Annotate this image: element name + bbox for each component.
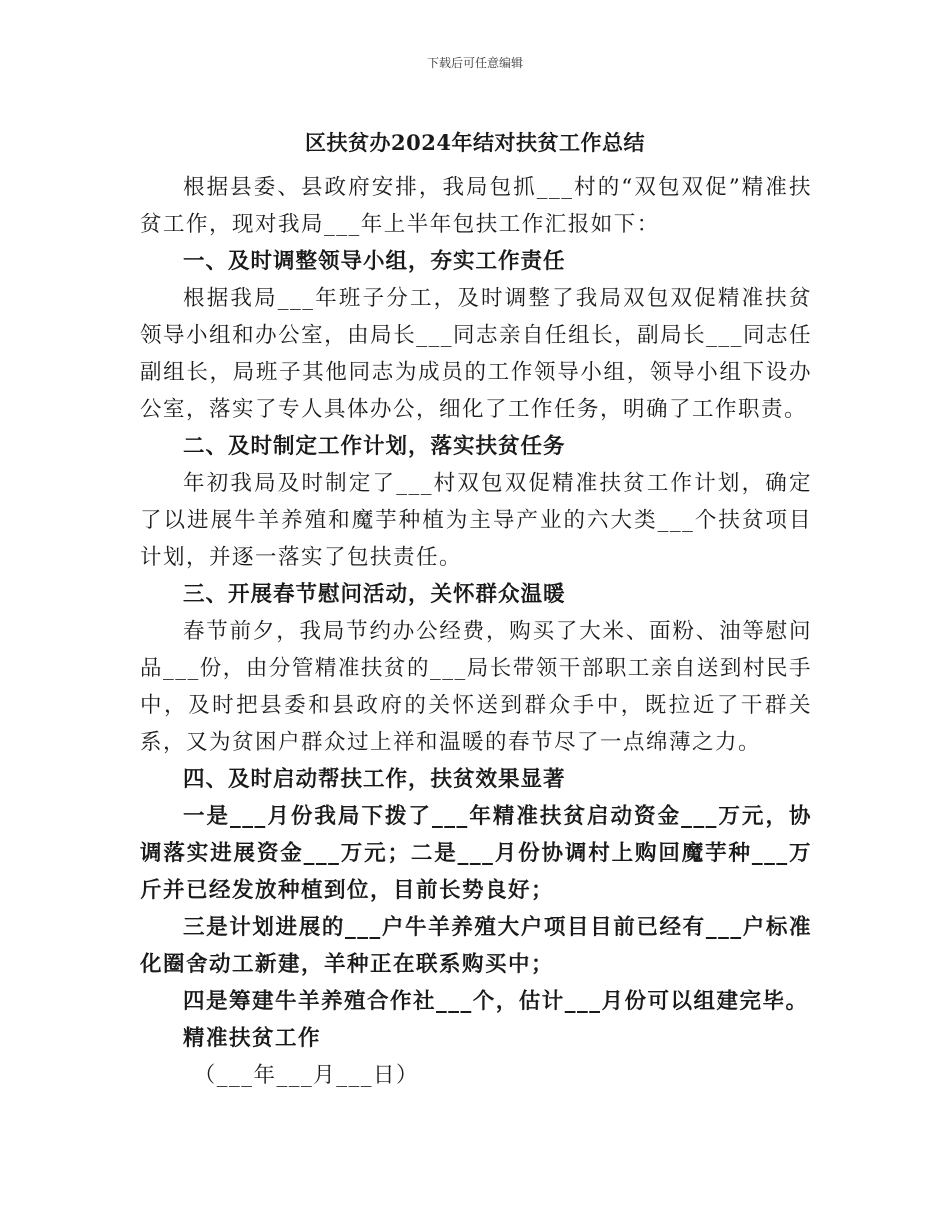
header-note: 下载后可任意编辑 [426,56,523,70]
section-heading-4: 四、及时启动帮扶工作，扶贫效果显著 [183,767,566,792]
section-heading-2: 二、及时制定工作计划，落实扶贫任务 [183,434,566,459]
section-paragraph-3: 春节前夕，我局节约办公经费，购买了大米、面粉、油等慰问品___份，由分管精准扶贫的___局长带领干部职工亲自送到村民手中，及时把县委和县政府的关怀送到群众手中，既拉近了干群关系，又为贫困户群众过上祥和温暖的春节尽了一点绵薄之力。 [140,619,812,755]
section-paragraph-1: 根据我局___年班子分工，及时调整了我局双包双促精准扶贫领导小组和办公室，由局长___同志亲自任组长，副局长___同志任副组长，局班子其他同志为成员的工作领导小组，领导小组下设办公室，落实了专人具体办公，细化了工作任务，明确了工作职责。 [140,286,812,422]
date-line: （___年___月___日） [193,1063,420,1088]
section-paragraph-4c: 四是筹建牛羊养殖合作社___个，估计___月份可以组建完毕。 [183,989,809,1014]
section-heading-3: 三、开展春节慰问活动，关怀群众温暖 [183,582,566,607]
section-paragraph-2: 年初我局及时制定了___村双包双促精准扶贫工作计划，确定了以进展牛羊养殖和魔芋种植为主导产业的六大类___个扶贫项目计划，并逐一落实了包扶责任。 [140,471,812,570]
signature-line: 精准扶贫工作 [183,1026,322,1051]
section-paragraph-4b: 三是计划进展的___户牛羊养殖大户项目目前已经有___户标准化圈舍动工新建，羊种正在联系购买中； [140,915,812,977]
document-title: 区扶贫办2024年结对扶贫工作总结 [305,130,645,155]
document-body [140,169,812,1094]
intro-paragraph: 根据县委、县政府安排，我局包抓___村的“双包双促”精准扶贫工作，现对我局___年上半年包扶工作汇报如下： [140,175,812,237]
section-heading-1: 一、及时调整领导小组，夯实工作责任 [183,249,566,274]
section-paragraph-4a: 一是___月份我局下拨了___年精准扶贫启动资金___万元，协调落实进展资金___万元；二是___月份协调村上购回魔芋种___万斤并已经发放种植到位，目前长势良好； [140,804,812,903]
